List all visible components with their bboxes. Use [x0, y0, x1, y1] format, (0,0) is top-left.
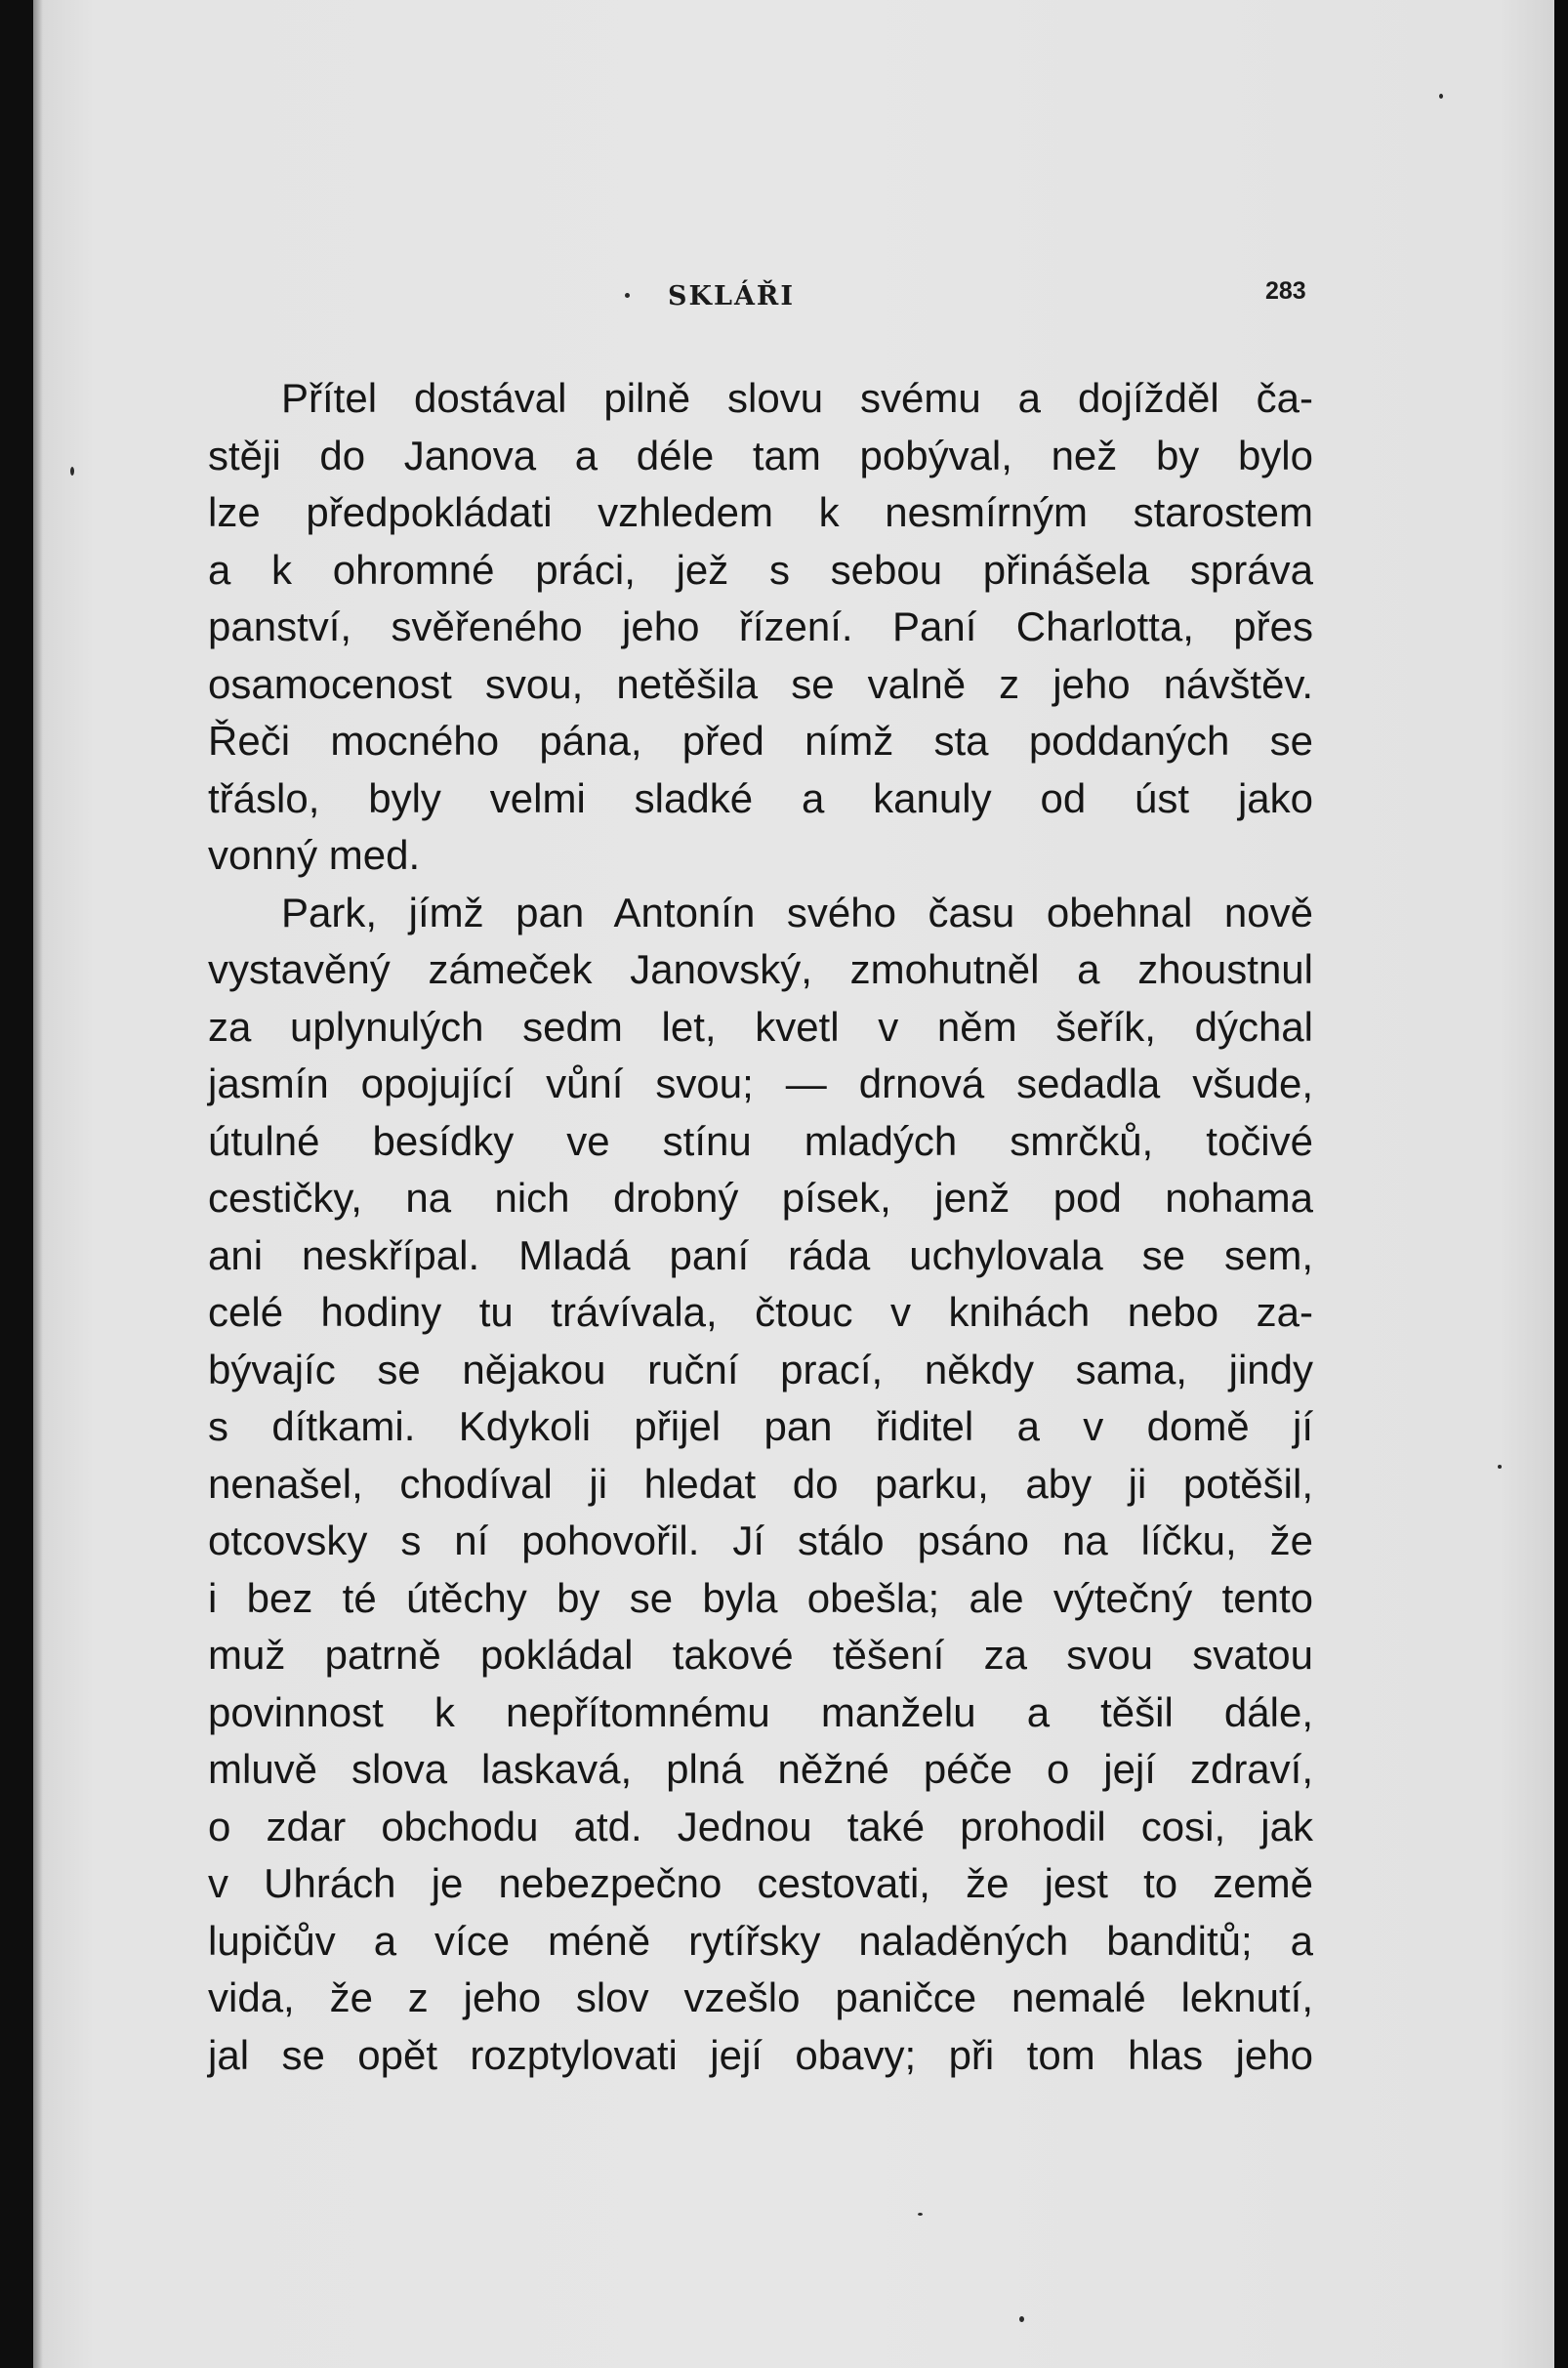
- text-line: s dítkami. Kdykoli přijel pan řiditel a v domě jí: [208, 1403, 1313, 1449]
- dust-speck: [1019, 2316, 1024, 2322]
- text-line: povinnost k nepřítomnému manželu a těšil dále,: [208, 1688, 1313, 1735]
- text-line: jal se opět rozptylovati její obavy; při tom hlas jeho: [208, 2031, 1313, 2078]
- paragraph-2: [208, 885, 1313, 2085]
- text-line: vystavěný zámeček Janovský, zmohutněl a zhoustnul: [208, 946, 1313, 992]
- text-line: vonný med.: [208, 832, 421, 878]
- text-line: o zdar obchodu atd. Jednou také prohodil cosi, jak: [208, 1803, 1313, 1849]
- book-page: [33, 0, 1560, 2368]
- text-line: jasmín opojující vůní svou; — drnová sedadla všude,: [208, 1060, 1313, 1106]
- text-line: celé hodiny tu trávívala, čtouc v knihách nebo za-: [208, 1289, 1313, 1335]
- text-line: panství, svěřeného jeho řízení. Paní Charlotta, přes: [208, 603, 1313, 649]
- page-header: [33, 275, 1560, 314]
- dust-speck: [918, 2213, 923, 2216]
- text-line: mluvě slova laskavá, plná něžné péče o její zdraví,: [208, 1746, 1313, 1792]
- text-line: nenašel, chodíval ji hledat do parku, aby ji potěšil,: [208, 1460, 1313, 1507]
- dust-speck: [1439, 94, 1443, 99]
- text-line: v Uhrách je nebezpečno cestovati, že jest to země: [208, 1860, 1313, 1906]
- text-line: osamocenost svou, netěšila se valně z jeho návštěv.: [208, 660, 1313, 707]
- text-line: lze předpokládati vzhledem k nesmírným starostem: [208, 489, 1313, 535]
- paragraph-1: [208, 370, 1313, 885]
- text-line: i bez té útěchy by se byla obešla; ale výtečný tento: [208, 1574, 1313, 1621]
- text-line: muž patrně pokládal takové těšení za svou svatou: [208, 1632, 1313, 1678]
- text-line: Řeči mocného pána, před nímž sta poddaných se: [208, 718, 1313, 764]
- scan-border-right: [1554, 0, 1568, 2368]
- text-line: vida, že z jeho slov vzešlo paničce nemalé leknutí,: [208, 1974, 1313, 2020]
- dust-speck: [625, 293, 630, 298]
- page-edge-shadow: [33, 0, 43, 2368]
- dust-speck: [70, 467, 74, 476]
- text-line: třáslo, byly velmi sladké a kanuly od úst jako: [208, 774, 1313, 821]
- text-line: Přítel dostával pilně slovu svému a dojížděl ča-: [281, 375, 1313, 421]
- text-line: útulné besídky ve stínu mladých smrčků, točivé: [208, 1117, 1313, 1164]
- running-head: SKLÁŘI: [668, 281, 795, 312]
- text-line: lupičův a více méně rytířsky naladěných banditů; a: [208, 1917, 1313, 1964]
- text-line: cestičky, na nich drobný písek, jenž pod nohama: [208, 1175, 1313, 1221]
- text-line: stěji do Janova a déle tam pobýval, než by bylo: [208, 432, 1313, 478]
- text-line: ani neskřípal. Mladá paní ráda uchylovala se sem,: [208, 1231, 1313, 1278]
- text-line: bývajíc se nějakou ruční prací, někdy sama, jindy: [208, 1346, 1313, 1392]
- dust-speck: [1498, 1465, 1502, 1469]
- body-text: [208, 370, 1313, 2084]
- text-line: Park, jímž pan Antonín svého času obehnal nově: [281, 889, 1313, 935]
- text-line: a k ohromné práci, jež s sebou přinášela správa: [208, 546, 1313, 593]
- text-line: za uplynulých sedm let, kvetl v něm šeřík, dýchal: [208, 1003, 1313, 1050]
- page-number: 283: [1265, 277, 1306, 305]
- text-line: otcovsky s ní pohovořil. Jí stálo psáno na líčku, že: [208, 1517, 1313, 1563]
